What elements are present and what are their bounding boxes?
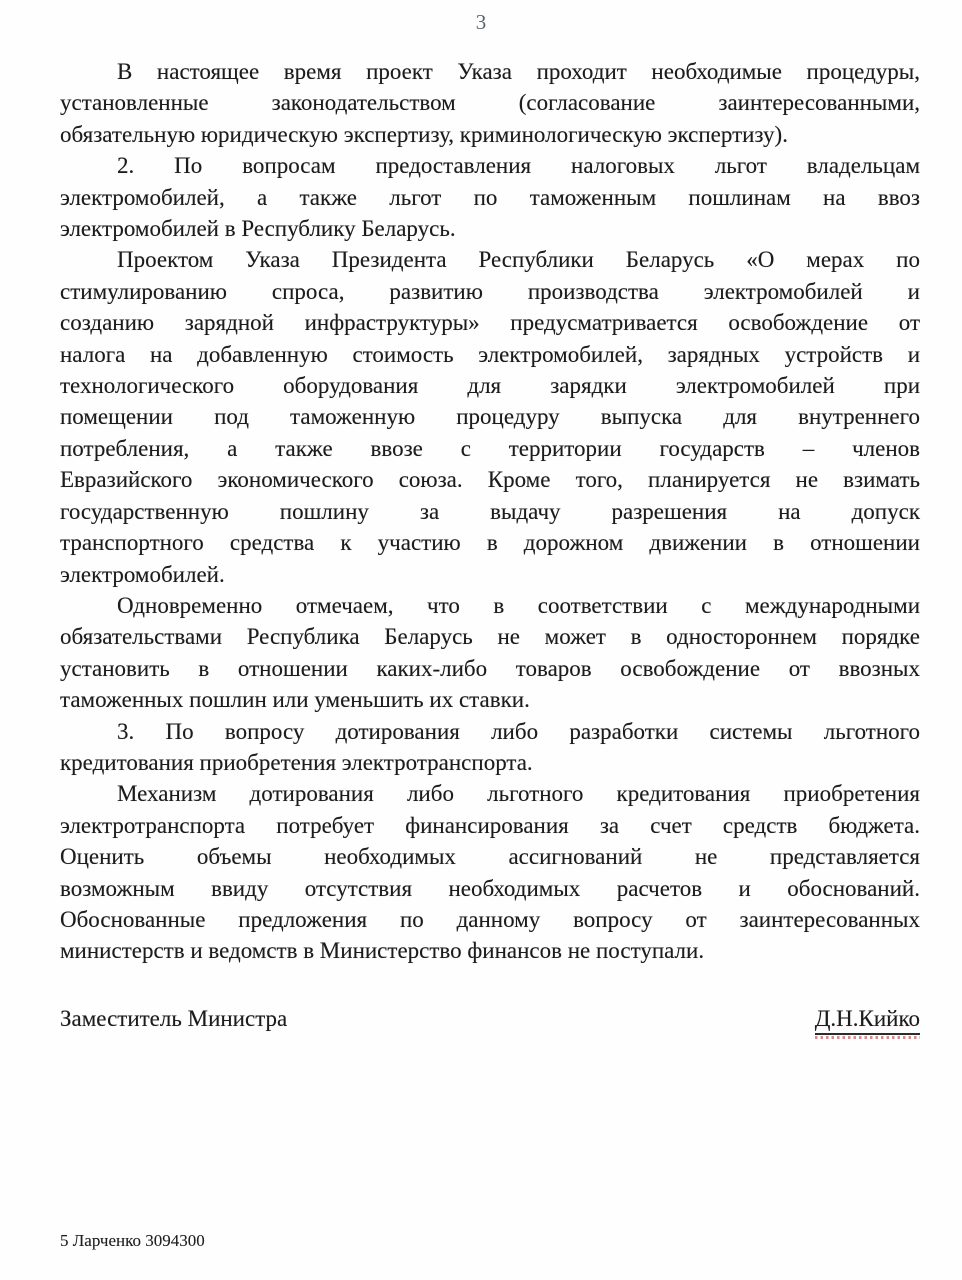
text-line: технологического оборудования для зарядки электромобилей при — [60, 373, 920, 399]
document-body — [60, 56, 920, 967]
text-line: электромобилей. — [60, 561, 225, 587]
text-line: В настоящее время проект Указа проходит необходимые процедуры, — [117, 59, 920, 84]
text-line: Обоснованные предложения по данному вопросу от заинтересованных — [60, 906, 920, 932]
paragraph — [60, 150, 920, 244]
text-line: обязательствами Республика Беларусь не может в одностороннем порядке — [60, 624, 920, 650]
signature-name-wrap — [815, 1006, 920, 1039]
signature-name: Д.Н.Кийко — [815, 1006, 920, 1035]
page-number: 3 — [475, 10, 487, 34]
text-line: 2. По вопросам предоставления налоговых льгот владельцам — [117, 153, 920, 179]
paragraph — [60, 778, 920, 966]
text-line: Механизм дотирования либо льготного кредитования приобретения — [117, 781, 920, 807]
text-line: стимулированию спроса, развитию производства электромобилей и — [60, 278, 920, 304]
text-line: потребления, а также ввозе с территории государств – членов — [60, 435, 920, 461]
paragraph — [60, 590, 920, 716]
text-line: налога на добавленную стоимость электромобилей, зарядных устройств и — [60, 341, 920, 367]
paragraph — [60, 244, 920, 589]
text-line: установить в отношении каких-либо товаров освобождение от ввозных — [60, 655, 920, 681]
text-line: Евразийского экономического союза. Кроме того, планируется не взимать — [60, 467, 920, 493]
text-line: обязательную юридическую экспертизу, криминологическую экспертизу). — [60, 121, 788, 147]
text-line: электромобилей, а также льгот по таможенным пошлинам на ввоз — [60, 184, 920, 210]
text-line: министерств и ведомств в Министерство финансов не поступали. — [60, 938, 705, 964]
footer-reference-note: 5 Ларченко 3094300 — [60, 1231, 205, 1250]
text-line: 3. По вопросу дотирования либо разработки системы льготного — [117, 718, 920, 744]
text-line: электромобилей в Республику Беларусь. — [60, 216, 456, 242]
spellcheck-squiggle-underline — [815, 1036, 920, 1039]
text-line: Проектом Указа Президента Республики Беларусь «О мерах по — [117, 247, 920, 273]
text-line: электротранспорта потребует финансирования за счет средств бюджета. — [60, 812, 920, 838]
text-line: созданию зарядной инфраструктуры» предусматривается освобождение от — [60, 310, 920, 336]
text-line: помещении под таможенную процедуру выпуска для внутреннего — [60, 404, 920, 430]
text-line: транспортного средства к участию в дорожном движении в отношении — [60, 530, 920, 556]
text-line: возможным ввиду отсутствия необходимых расчетов и обоснований. — [60, 875, 920, 901]
signature-block — [60, 1006, 920, 1039]
text-line: государственную пошлину за выдачу разрешения на допуск — [60, 498, 920, 524]
text-line: кредитования приобретения электротранспорта. — [60, 749, 533, 775]
text-line: Оценить объемы необходимых ассигнований не представляется — [60, 844, 920, 870]
signature-title: Заместитель Министра — [60, 1006, 288, 1031]
text-line: Одновременно отмечаем, что в соответствии с международными — [117, 592, 920, 618]
paragraph — [60, 716, 920, 779]
text-line: установленные законодательством (согласование заинтересованными, — [60, 90, 920, 116]
text-line: таможенных пошлин или уменьшить их ставки. — [60, 687, 530, 713]
paragraph — [60, 56, 920, 150]
